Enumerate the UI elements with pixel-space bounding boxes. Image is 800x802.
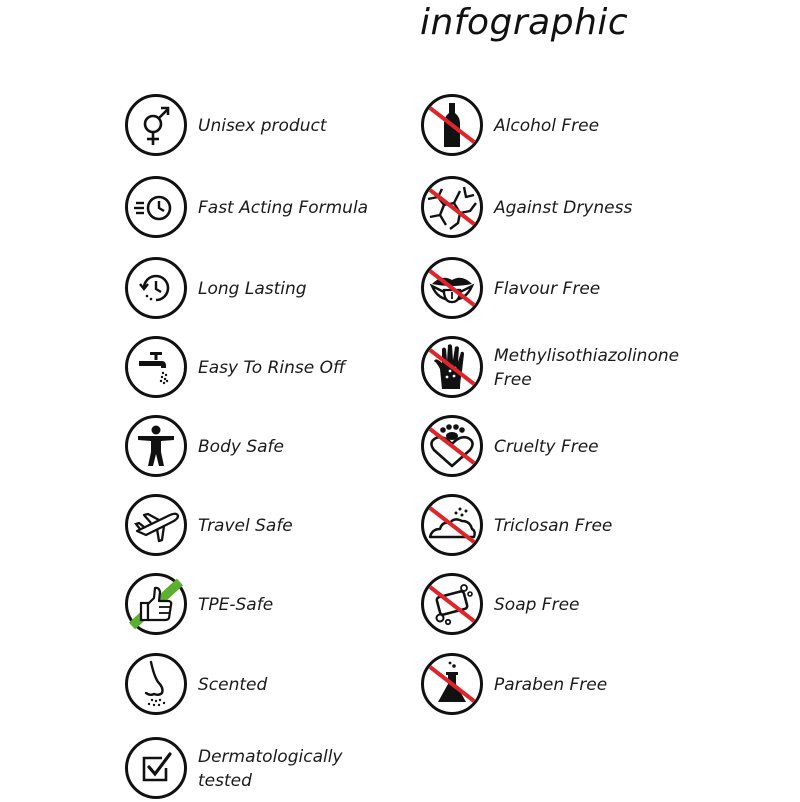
feature-label: Against Dryness bbox=[494, 198, 633, 218]
no-alcohol-icon bbox=[420, 93, 484, 157]
cruelty-free-icon bbox=[420, 414, 484, 478]
feature-label: Dermatologically tested bbox=[198, 747, 343, 791]
feature-triclosan-free bbox=[420, 493, 750, 559]
feature-label: Scented bbox=[198, 675, 268, 695]
feature-label: Long Lasting bbox=[198, 279, 307, 299]
feature-label: Cruelty Free bbox=[494, 437, 599, 457]
feature-travel-safe bbox=[124, 493, 454, 559]
feature-label: Unisex product bbox=[198, 116, 327, 136]
feature-tpe-safe bbox=[124, 572, 454, 638]
gender-icon bbox=[124, 93, 188, 157]
feature-label: Fast Acting Formula bbox=[198, 198, 369, 218]
long-lasting-clock-icon bbox=[124, 256, 188, 320]
no-methylisothiazolinone-icon bbox=[420, 335, 484, 399]
feature-label: Triclosan Free bbox=[494, 516, 613, 536]
fast-clock-icon bbox=[124, 175, 188, 239]
feature-paraben-free bbox=[420, 652, 750, 718]
feature-label: TPE-Safe bbox=[198, 595, 274, 615]
page-title: infographic bbox=[420, 2, 629, 43]
faucet-icon bbox=[124, 335, 188, 399]
feature-label: Paraben Free bbox=[494, 675, 608, 695]
feature-flavour-free bbox=[420, 256, 750, 322]
feature-cruelty-free bbox=[420, 414, 750, 480]
feature-label: Flavour Free bbox=[494, 279, 601, 299]
feature-label: Easy To Rinse Off bbox=[198, 358, 346, 378]
feature-soap-free bbox=[420, 572, 750, 638]
feature-against-dryness bbox=[420, 175, 750, 241]
checkbox-icon bbox=[124, 736, 188, 800]
feature-scented bbox=[124, 652, 454, 718]
feature-alcohol-free bbox=[420, 93, 750, 159]
feature-label: Soap Free bbox=[494, 595, 580, 615]
no-triclosan-icon bbox=[420, 493, 484, 557]
feature-long-lasting bbox=[124, 256, 454, 322]
body-icon bbox=[124, 414, 188, 478]
feature-methylisothiazolinone-free bbox=[420, 335, 750, 401]
feature-label: Travel Safe bbox=[198, 516, 293, 536]
no-paraben-icon bbox=[420, 652, 484, 716]
no-dryness-icon bbox=[420, 175, 484, 239]
no-soap-icon bbox=[420, 572, 484, 636]
feature-body-safe bbox=[124, 414, 454, 480]
nose-icon bbox=[124, 652, 188, 716]
airplane-icon bbox=[124, 493, 188, 557]
feature-label: Body Safe bbox=[198, 437, 284, 457]
feature-dermatologically-tested bbox=[124, 736, 454, 802]
feature-fast-acting bbox=[124, 175, 454, 241]
thumbs-up-icon bbox=[124, 572, 188, 636]
feature-label: Methylisothiazolinone Free bbox=[494, 346, 680, 390]
feature-unisex bbox=[124, 93, 454, 159]
feature-label: Alcohol Free bbox=[494, 116, 600, 136]
feature-easy-rinse bbox=[124, 335, 454, 401]
no-flavour-icon bbox=[420, 256, 484, 320]
